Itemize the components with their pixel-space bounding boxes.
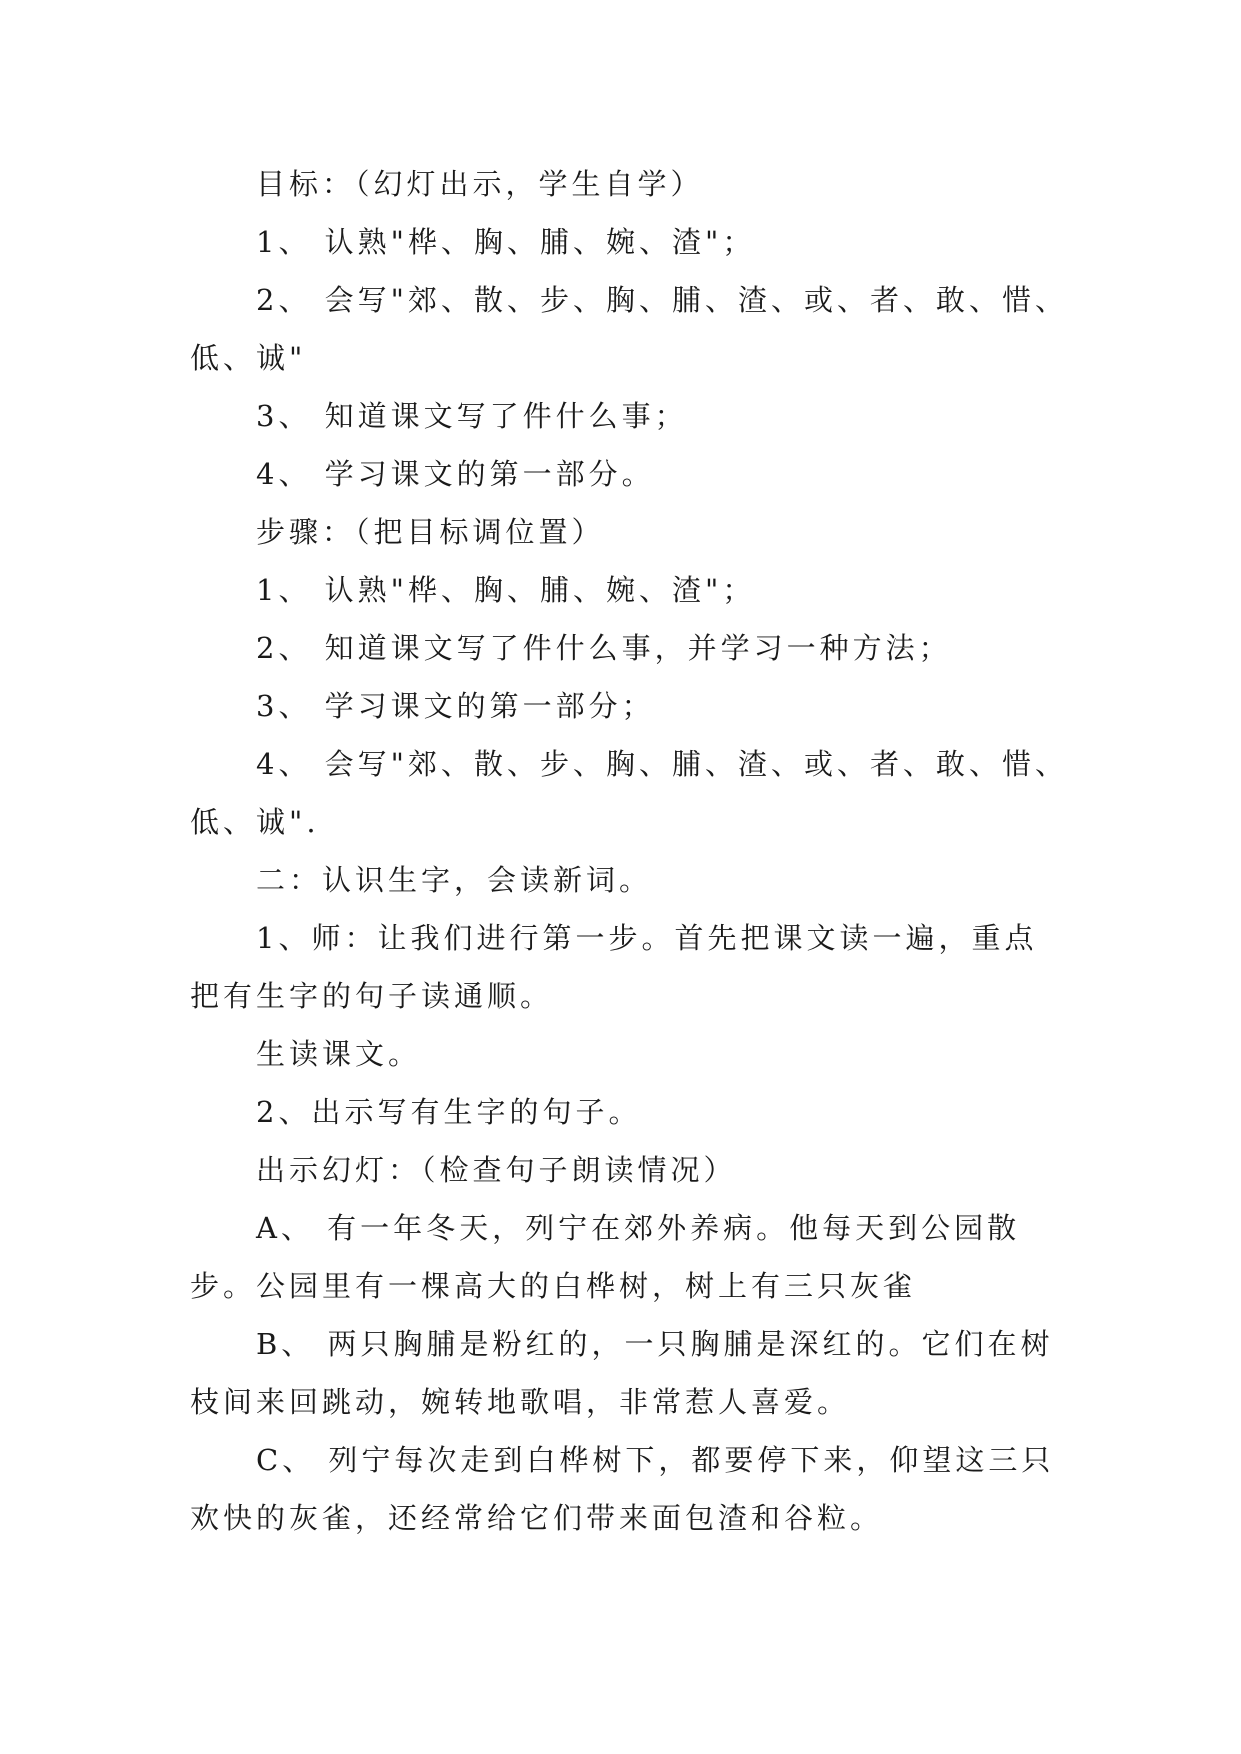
- paragraph-sentence-c: C、 列宁每次走到白桦树下，都要停下来，仰望这三只欢快的灰雀，还经常给它们带来面包渣和谷粒。: [190, 1443, 1055, 1535]
- paragraph-goal-heading: 目标：（幻灯出示，学生自学）: [256, 167, 704, 201]
- paragraph-goal-1: 1、 认熟"桦、胸、脯、婉、渣"；: [256, 225, 756, 259]
- paragraph-sentence-a: A、 有一年冬天，列宁在郊外养病。他每天到公园散步。公园里有一棵高大的白桦树，树上有三只灰雀: [190, 1211, 1021, 1303]
- paragraph-teacher-instruction: 1、师：让我们进行第一步。首先把课文读一遍，重点把有生字的句子读通顺。: [190, 921, 1038, 1013]
- paragraph-goal-4: 4、 学习课文的第一部分。: [256, 457, 655, 491]
- paragraph-section-two-heading: 二：认识生字，会读新词。: [256, 863, 653, 897]
- paragraph-step-3: 3、 学习课文的第一部分；: [256, 689, 655, 723]
- paragraph-students-read: 生读课文。: [256, 1037, 422, 1071]
- paragraph-show-sentences: 2、出示写有生字的句子。: [256, 1095, 642, 1129]
- paragraph-step-1: 1、 认熟"桦、胸、脯、婉、渣"；: [256, 573, 756, 607]
- paragraph-goal-3: 3、 知道课文写了件什么事；: [256, 399, 688, 433]
- paragraph-goal-2: 2、 会写"郊、散、步、胸、脯、渣、或、者、敢、惜、低、诚": [190, 283, 1069, 375]
- paragraph-slide-check: 出示幻灯：（检查句子朗读情况）: [256, 1153, 737, 1187]
- paragraph-steps-heading: 步骤：（把目标调位置）: [256, 515, 605, 549]
- paragraph-step-2: 2、 知道课文写了件什么事，并学习一种方法；: [256, 631, 952, 665]
- paragraph-sentence-b: B、 两只胸脯是粉红的，一只胸脯是深红的。它们在树枝间来回跳动，婉转地歌唱，非常惹人喜爱。: [190, 1327, 1054, 1419]
- paragraph-step-4: 4、 会写"郊、散、步、胸、脯、渣、或、者、敢、惜、低、诚".: [190, 747, 1069, 839]
- document-body: [190, 155, 1070, 1547]
